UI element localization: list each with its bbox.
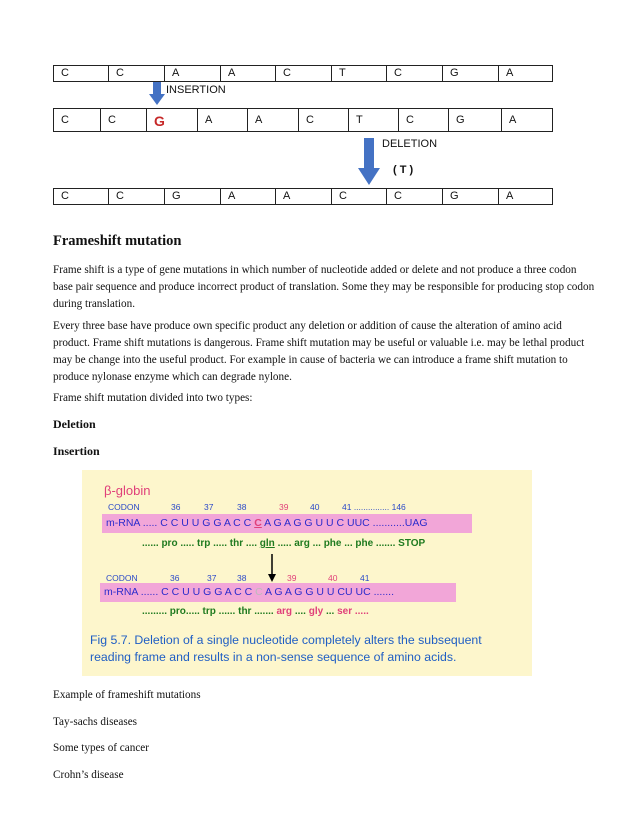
- codon-number: 39: [279, 502, 289, 512]
- base-cell: C: [109, 66, 165, 81]
- mrna-prefix: m-RNA ..... C C U U G G A C C: [106, 517, 252, 529]
- paragraph-effects: Every three base have produce own specific product any deletion or addition of cause the alteration of amino acid product. Frame shift mutations is dangerous. Frame shift mutation may be useful or valuable i.e. may be lethal product may be change into the useful product. For example in cause of bacteria we can introduce a frame shift mutation to produce nylonase enzyme which can degrade nylone.: [53, 320, 585, 383]
- insertion-arrow-icon: [148, 82, 166, 106]
- sequence-row-inserted: [53, 108, 553, 132]
- beta-globin-figure: [82, 470, 532, 676]
- base-cell: A: [506, 67, 514, 79]
- base-cell: G: [443, 189, 499, 204]
- amino-acids-top: [142, 538, 425, 549]
- codon-number: 39: [287, 573, 297, 583]
- aa-ser: ser .....: [337, 606, 369, 617]
- deleted-base-label: ( T ): [393, 164, 414, 176]
- paragraph-definition: Frame shift is a type of gene mutations in which number of nucleotide added or delete and not produce a three codon base pair sequence and produce incorrect product of translation. Some they may be responsible for producing stop codon during translation.: [53, 264, 595, 310]
- example-item: Some types of cancer: [53, 742, 149, 754]
- base-cell: A: [509, 114, 517, 126]
- type-deletion: Deletion: [53, 417, 96, 431]
- base-cell: A: [198, 109, 248, 131]
- base-cell: A: [221, 189, 276, 204]
- sequence-row-original: [53, 65, 553, 82]
- codon-number: 38: [237, 502, 247, 512]
- mrna-prefix: m-RNA ...... C C U U G G A C C: [104, 586, 253, 598]
- type-insertion: Insertion: [53, 444, 100, 458]
- base-cell: C: [299, 109, 349, 131]
- base-cell: G: [165, 189, 221, 204]
- base-cell: A: [165, 66, 221, 81]
- codon-number: 40: [328, 573, 338, 583]
- figure-gene-label: β-globin: [104, 483, 151, 498]
- base-cell: C: [387, 66, 443, 81]
- inserted-base-cell: G: [147, 109, 198, 131]
- base-cell: A: [506, 190, 514, 202]
- mrna-sequence-top: [106, 517, 428, 529]
- base-cell: T: [349, 109, 399, 131]
- example-item: Tay-sachs diseases: [53, 716, 138, 728]
- base-cell: C: [54, 109, 101, 131]
- codon-number: 40: [310, 502, 320, 512]
- sequence-row-deleted: [53, 188, 553, 205]
- base-cell: C: [332, 189, 387, 204]
- figure-caption-line1: Fig 5.7. Deletion of a single nucleotide completely alters the subsequent: [90, 633, 482, 647]
- base-cell: C: [101, 109, 147, 131]
- mrna-suffix: A G A G G U U C UUC ...........UAG: [264, 517, 428, 529]
- paragraph-types-intro: Frame shift mutation divided into two types:: [53, 392, 253, 404]
- deletion-label: DELETION: [382, 138, 438, 150]
- base-cell: C: [109, 189, 165, 204]
- aa-gly: gly: [308, 606, 324, 617]
- base-cell: A: [276, 189, 332, 204]
- insertion-label: INSERTION: [166, 84, 226, 96]
- mrna-suffix: A G A G G U U CU UC .......: [265, 586, 394, 598]
- aa-gln: gln: [259, 538, 275, 549]
- codon-number: 37: [204, 502, 214, 512]
- base-cell: C: [54, 66, 109, 81]
- codon-label: CODON: [108, 502, 140, 512]
- codon-label: CODON: [106, 573, 138, 583]
- base-cell: C: [54, 189, 109, 204]
- base-cell: A: [221, 66, 276, 81]
- codon-number: 41: [360, 573, 370, 583]
- aa-segment: ...: [325, 606, 335, 617]
- codon-number: 36: [170, 573, 180, 583]
- example-item: Crohn’s disease: [53, 769, 124, 781]
- mrna-deleted-base: C: [255, 586, 263, 598]
- deletion-arrow-icon: [358, 138, 380, 186]
- base-cell: C: [387, 189, 443, 204]
- codon-number: 37: [207, 573, 217, 583]
- aa-segment: ...... pro ..... trp ..... thr ....: [142, 538, 258, 549]
- aa-arg: arg: [276, 606, 293, 617]
- base-cell: G: [449, 109, 502, 131]
- amino-acids-bottom: [142, 606, 369, 617]
- codon-number: 41 ............... 146: [342, 502, 406, 512]
- figure-caption-line2: reading frame and results in a non-sense sequence of amino acids.: [90, 650, 457, 664]
- mrna-highlight-base: C: [254, 517, 262, 529]
- base-cell: C: [276, 66, 332, 81]
- base-cell: G: [443, 66, 499, 81]
- aa-segment: ....: [294, 606, 306, 617]
- aa-segment: ..... arg ... phe ... phe ....... STOP: [277, 538, 426, 549]
- section-heading: Frameshift mutation: [53, 233, 182, 249]
- aa-segment: ......... pro..... trp ...... thr .......: [142, 606, 274, 617]
- mrna-sequence-bottom: [104, 586, 394, 598]
- base-cell: C: [399, 109, 449, 131]
- codon-number: 38: [237, 573, 247, 583]
- base-cell: A: [248, 109, 299, 131]
- codon-number: 36: [171, 502, 181, 512]
- deletion-pointer-icon: [267, 554, 277, 582]
- base-cell: T: [332, 66, 387, 81]
- examples-intro: Example of frameshift mutations: [53, 689, 201, 701]
